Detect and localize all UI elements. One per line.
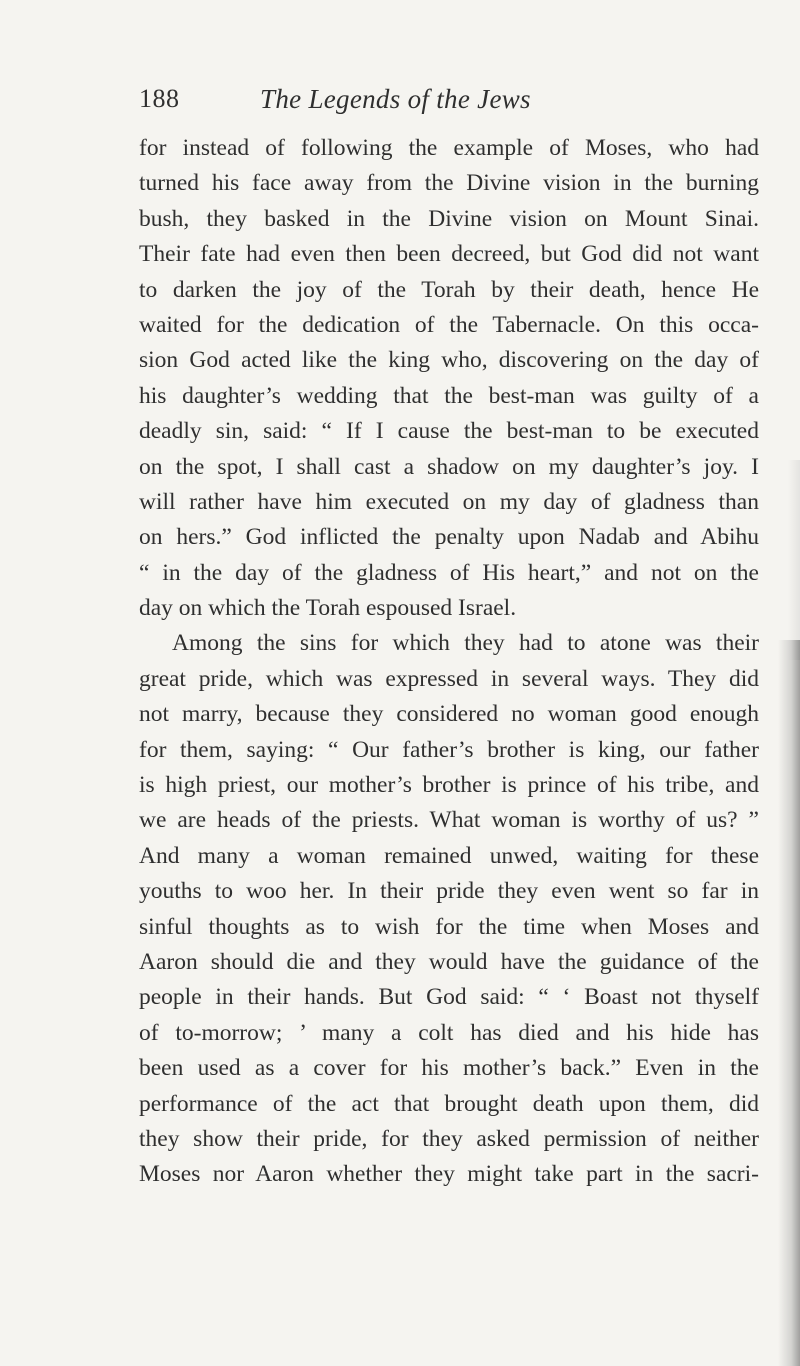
text-line: “ in the day of the gladness of His heart,” and not on the [139,559,759,586]
text-line: we are heads of the priests. What woman is worthy of us? ” [139,807,759,834]
text-line: waited for the dedication of the Tabernacle. On this occa- [139,311,759,338]
text-line: to darken the joy of the Torah by their death, hence He [139,276,759,303]
text-line: they show their pride, for they asked permission of neither [139,1125,759,1152]
text-line: not marry, because they considered no woman good enough [139,701,759,728]
text-line: Moses nor Aaron whether they might take part in the sacri- [139,1161,759,1188]
text-line: been used as a cover for his mother’s back.” Even in the [139,1055,759,1082]
page-number: 188 [139,84,180,113]
text-line: for them, saying: “ Our father’s brother is king, our father [139,736,759,763]
text-line: Their fate had even then been decreed, but God did not want [139,241,759,268]
text-line: on the spot, I shall cast a shadow on my daughter’s joy. I [139,453,759,480]
text-line: performance of the act that brought death upon them, did [139,1090,759,1117]
text-line: his daughter’s wedding that the best-man was guilty of a [139,382,759,409]
text-line: on hers.” God inflicted the penalty upon Nadab and Abihu [139,524,759,551]
text-line: is high priest, our mother’s brother is prince of his tribe, and [139,772,759,799]
page-edge-shading [788,460,800,660]
text-line: great pride, which was expressed in several ways. They did [139,665,759,692]
text-line: people in their hands. But God said: “ ‘ Boast not thyself [139,984,759,1011]
text-line: of to-morrow; ’ many a colt has died and his hide has [139,1019,759,1046]
text-line: sinful thoughts as to wish for the time when Moses and [139,913,759,940]
text-line: Aaron should die and they would have the guidance of the [139,948,759,975]
running-title: The Legends of the Jews [260,84,531,114]
text-line: bush, they basked in the Divine vision on Mount Sinai. [139,205,759,232]
page-header [139,84,674,124]
text-line: turned his face away from the Divine vision in the burning [139,170,759,197]
paragraph-end-line: day on which the Torah espoused Israel. [139,595,517,622]
text-line: And many a woman remained unwed, waiting for these [139,842,759,869]
text-line: will rather have him executed on my day of gladness than [139,488,759,515]
paragraph-first-line: Among the sins for which they had to atone was their [172,630,759,657]
page-edge-shadow [778,640,800,1366]
body-text [139,131,759,1193]
text-line: youths to woo her. In their pride they even went so far in [139,878,759,905]
text-line: deadly sin, said: “ If I cause the best-man to be executed [139,418,759,445]
text-line: for instead of following the example of Moses, who had [139,135,759,161]
text-line: sion God acted like the king who, discovering on the day of [139,347,759,374]
